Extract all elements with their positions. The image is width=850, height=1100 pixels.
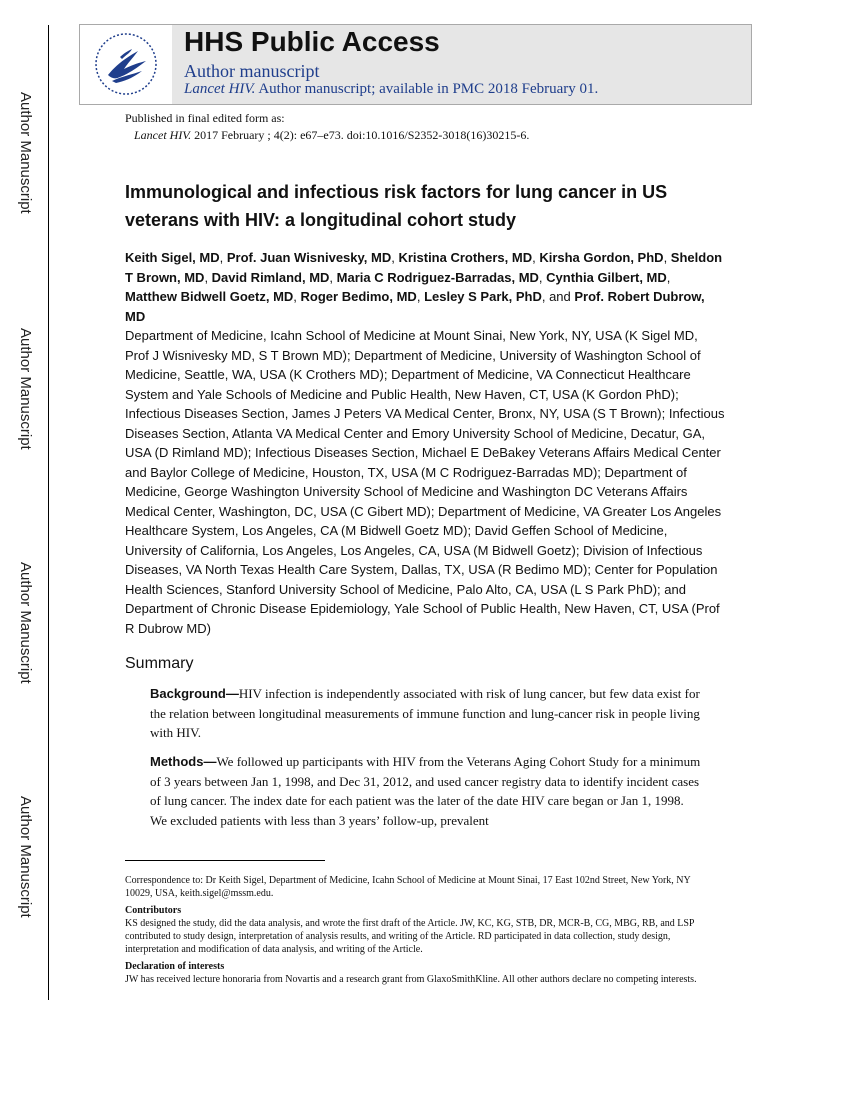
- side-rule: [48, 25, 49, 1000]
- author: Roger Bedimo, MD: [300, 289, 417, 304]
- hhs-title: HHS Public Access: [184, 26, 440, 57]
- hhs-eagle-icon: [80, 25, 172, 104]
- hhs-subtitle: Author manuscript: [184, 61, 320, 81]
- hhs-availability: Lancet HIV. Author manuscript; available in PMC 2018 February 01.: [184, 81, 599, 97]
- summary-methods: Methods—We followed up participants with HIV from the Veterans Aging Cohort Study for a minimum of 3 years between Jan 1, 1998, and Dec 31, 2012, and used cancer registry data to identify incident cases of lung cancer. The index date for each patient was the later of the date HIV care began or Jan 1, 1998. We excluded patients with less than 3 years’ follow-up, prevalent: [150, 754, 701, 828]
- author: Sheldon T Brown, MD: [125, 250, 723, 285]
- affiliations: Department of Medicine, Icahn School of Medicine at Mount Sinai, New York, NY, USA (K Sigel MD, Prof J Wisnivesky MD, S T Brown MD); Department of Medicine, University of Washington School of Medicine, Seattle, WA, USA (K Crothers MD); Department of Medicine, VA Connecticut Healthcare System and Yale Schools of Medicine and Public Health, New Haven, CT, USA (K Gordon PhD); Infectious Diseases Section, James J Peters VA Medical Center, Bronx, NY, USA (S T Brown); Infectious Diseases Section, Atlanta VA Medical Center and Emory University School of Medicine, Decatur, GA, USA (D Rimland MD); Infectious Diseases Section, Michael E DeBakey Veterans Affairs Medical Center and Baylor College of Medicine, Houston, TX, USA (M C Rodriguez-Barradas MD); Department of Medicine, George Washington University School of Medicine and Washington DC Veterans Affairs Medical Center, Washington, DC, USA (C Gibert MD); Department of Medicine, VA Greater Los Angeles Healthcare System, Los Angeles, CA (M Bidwell Goetz MD); David Geffen School of Medicine, University of California, Los Angeles, Los Angeles, CA, USA (M Bidwell Goetz); Division of Infectious Diseases, VA North Texas Health Care System, Dallas, TX, USA (R Bedimo MD); Center for Population Health Sciences, Stanford University School of Medicine, Palo Alto, CA, USA (L S Park PhD); and Department of Chronic Disease Epidemiology, Yale School of Public Health, New Haven, CT, USA (Prof R Dubrow MD): [125, 328, 725, 636]
- footnote-rule: [125, 860, 325, 861]
- author: Lesley S Park, PhD: [424, 289, 542, 304]
- hhs-header: [79, 24, 752, 105]
- contributors-heading: Contributors: [125, 905, 182, 916]
- correspondence: Correspondence to: Dr Keith Sigel, Department of Medicine, Icahn School of Medicine at Mount Sinai, 17 East 102nd Street, New York, NY 10029, USA, keith.sigel@mssm.edu.: [125, 875, 691, 899]
- hhs-banner: [172, 25, 751, 104]
- article-title: Immunological and infectious risk factors for lung cancer in US veterans with HIV: a longitudinal cohort study: [125, 182, 668, 230]
- contributors-text: KS designed the study, did the data analysis, and wrote the first draft of the Article. JW, KC, KG, STB, DR, MCR-B, CG, MBG, RB, and LSP contributed to study design, interpretation of analysis results, and writing of the Article. RD participated in data collection, study design, interpretation and modification of data analysis, and writing of the Article.: [125, 918, 695, 955]
- author: David Rimland, MD: [211, 269, 330, 285]
- author: Prof. Robert Dubrow, MD: [125, 289, 705, 324]
- published-in: Published in final edited form as: Lancet HIV. 2017 February ; 4(2): e67–e73. doi:10.1016/S2352-3018(16)30215-6.: [125, 111, 530, 142]
- author: Kirsha Gordon, PhD: [539, 250, 664, 265]
- footnotes: [125, 874, 720, 986]
- author-list: Keith Sigel, MD, Prof. Juan Wisnivesky, MD, Kristina Crothers, MD, Kirsha Gordon, PhD, Sheldon T Brown, MD, David Rimland, MD, Maria C Rodriguez-Barradas, MD, Cynthia Gilbert, MD, Matthew Bidwell Goetz, MD, Roger Bedimo, MD, Lesley S Park, PhD, and Prof. Robert Dubrow, MD: [125, 250, 723, 324]
- summary-background: Background—HIV infection is independently associated with risk of lung cancer, but few data exist for the relation between longitudinal measurements of immune function and lung-cancer risk in people living with HIV.: [150, 686, 700, 740]
- hhs-logo: [80, 25, 172, 104]
- author: Prof. Juan Wisnivesky, MD: [226, 250, 392, 265]
- author: Kristina Crothers, MD: [398, 250, 533, 265]
- interests-text: JW has received lecture honoraria from Novartis and a research grant from GlaxoSmithKline. All other authors declare no competing interests.: [125, 974, 697, 985]
- author: Cynthia Gilbert, MD: [546, 269, 667, 285]
- author: Maria C Rodriguez-Barradas, MD: [336, 269, 539, 285]
- interests-heading: Declaration of interests: [125, 961, 225, 972]
- author: Matthew Bidwell Goetz, MD: [125, 289, 294, 304]
- author: Keith Sigel, MD: [125, 250, 220, 265]
- summary-heading: Summary: [125, 655, 194, 672]
